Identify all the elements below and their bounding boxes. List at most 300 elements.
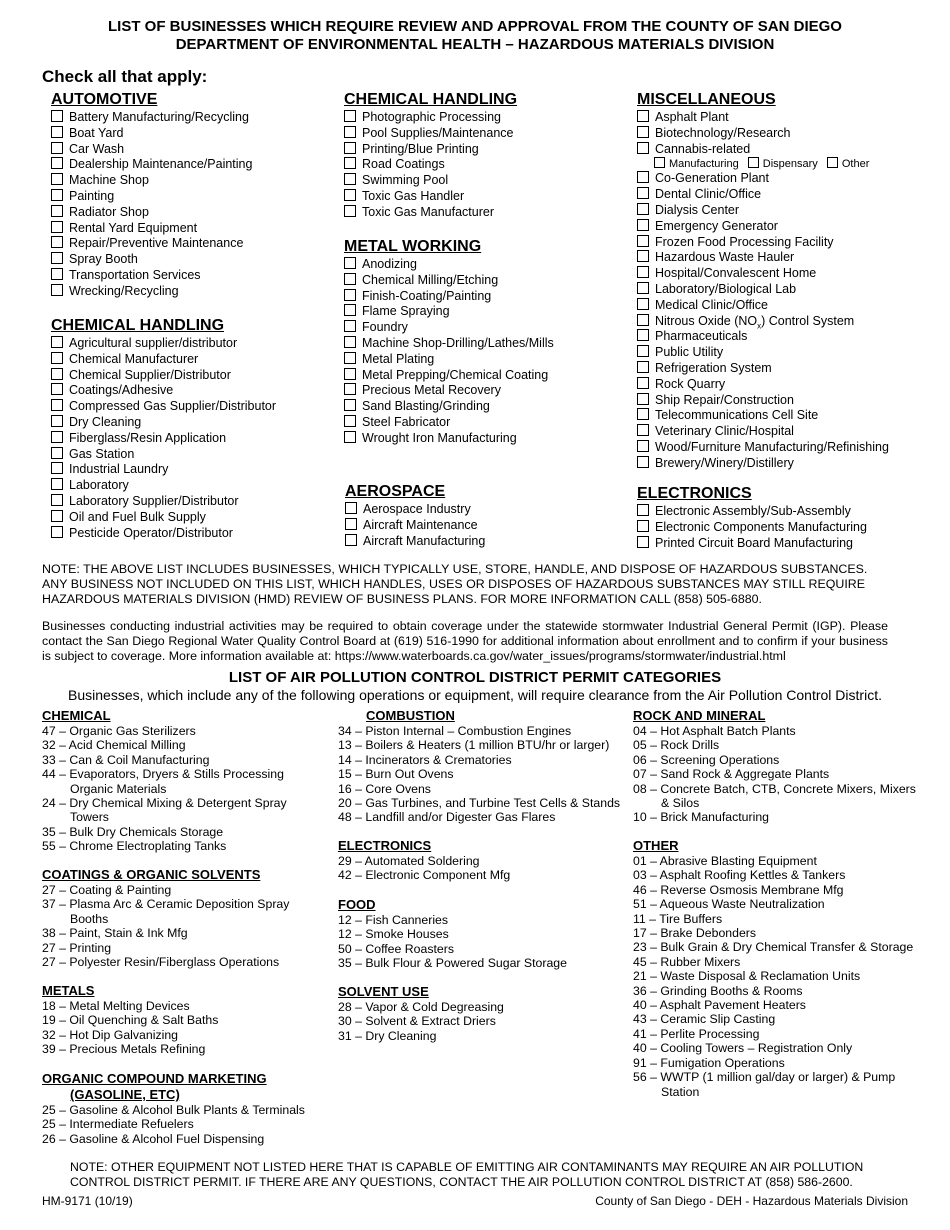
item-label: Toxic Gas Manufacturer xyxy=(362,204,494,219)
checkbox[interactable] xyxy=(344,273,356,285)
checkbox-item[interactable] xyxy=(51,173,252,189)
apc-rock-heading: ROCK AND MINERAL xyxy=(633,708,766,723)
permit-category: 38 – Paint, Stain & Ink Mfg xyxy=(42,926,188,941)
checkbox[interactable] xyxy=(637,440,649,452)
checkbox[interactable] xyxy=(637,203,649,215)
permit-category: 25 – Intermediate Refuelers xyxy=(42,1117,194,1132)
apc-food-heading: FOOD xyxy=(338,897,376,912)
apc-organic-heading: ORGANIC COMPOUND MARKETING xyxy=(42,1071,267,1086)
permit-category: 12 – Smoke Houses xyxy=(338,927,449,942)
miscellaneous-list-a xyxy=(637,110,889,157)
apc-coatings-section xyxy=(42,867,317,969)
checkbox-item[interactable] xyxy=(637,393,889,409)
miscellaneous-list-b xyxy=(637,171,889,313)
item-label: Co-Generation Plant xyxy=(655,171,769,186)
permit-category: 41 – Perlite Processing xyxy=(633,1026,760,1041)
checkbox[interactable] xyxy=(637,393,649,405)
item-label: Chemical Manufacturer xyxy=(69,351,199,366)
permit-category: 27 – Printing xyxy=(42,940,112,955)
checkbox[interactable] xyxy=(344,336,356,348)
checkbox-item[interactable] xyxy=(345,534,485,550)
permit-category: 44 – Evaporators, Dryers & Stills Processing Organic Materials xyxy=(42,767,284,796)
item-label: Radiator Shop xyxy=(69,204,149,219)
checkbox-item[interactable] xyxy=(344,415,554,431)
apc-combustion-list xyxy=(338,724,630,825)
checkbox[interactable] xyxy=(51,478,63,490)
permit-category: 08 – Concrete Batch, CTB, Concrete Mixers, Mixers & Silos xyxy=(633,781,916,811)
permit-category: 36 – Grinding Booths & Rooms xyxy=(633,983,803,998)
permit-category: 31 – Dry Cleaning xyxy=(338,1028,437,1043)
apc-organic-heading-2: (GASOLINE, ETC) xyxy=(70,1087,180,1102)
permit-category: 21 – Waste Disposal & Reclamation Units xyxy=(633,969,861,984)
permit-category: 07 – Sand Rock & Aggregate Plants xyxy=(633,767,830,782)
item-label: Emergency Generator xyxy=(655,218,778,233)
permit-category: 06 – Screening Operations xyxy=(633,752,780,767)
aerospace-section xyxy=(345,482,485,549)
checkbox-item[interactable] xyxy=(344,304,554,320)
item-label: Medical Clinic/Office xyxy=(655,297,769,312)
item-label: Finish-Coating/Painting xyxy=(362,288,492,303)
checkbox[interactable] xyxy=(51,268,63,280)
apc-other-list xyxy=(633,854,923,1099)
checkbox[interactable] xyxy=(748,157,759,168)
checkbox[interactable] xyxy=(637,266,649,278)
checkbox[interactable] xyxy=(344,257,356,269)
permit-category: 27 – Coating & Painting xyxy=(42,883,172,897)
checkbox-item[interactable] xyxy=(637,235,889,251)
checkbox-item[interactable] xyxy=(637,361,889,377)
checkbox-item[interactable] xyxy=(344,399,554,415)
checkbox[interactable] xyxy=(344,142,356,154)
checkbox-item[interactable] xyxy=(344,289,554,305)
checkbox-item[interactable] xyxy=(51,157,252,173)
permit-category: 43 – Ceramic Slip Casting xyxy=(633,1012,776,1027)
checkbox-item[interactable] xyxy=(637,126,889,142)
item-label: Cannabis-related xyxy=(655,141,751,156)
checkbox[interactable] xyxy=(344,157,356,169)
checkbox[interactable] xyxy=(637,126,649,138)
checkbox-item[interactable] xyxy=(637,440,889,456)
permit-category: 17 – Brake Debonders xyxy=(633,926,757,941)
checkbox-item[interactable] xyxy=(637,266,889,282)
checkbox[interactable] xyxy=(637,110,649,122)
checkbox-item[interactable] xyxy=(51,336,276,352)
checkbox[interactable] xyxy=(637,329,649,341)
checkbox[interactable] xyxy=(51,431,63,443)
apc-chemical-section xyxy=(42,708,317,854)
checkbox-item[interactable] xyxy=(637,456,889,472)
checkbox-item[interactable] xyxy=(51,284,252,300)
permit-category: 24 – Dry Chemical Mixing & Detergent Spray Towers xyxy=(42,796,287,825)
cannabis-suboptions xyxy=(637,157,889,171)
item-label: Metal Prepping/Chemical Coating xyxy=(362,367,549,382)
apc-coatings-heading: COATINGS & ORGANIC SOLVENTS xyxy=(42,867,261,882)
checkbox[interactable] xyxy=(344,173,356,185)
item-label: Repair/Preventive Maintenance xyxy=(69,236,244,251)
checkbox-item[interactable] xyxy=(344,142,517,158)
item-label: Anodizing xyxy=(362,257,417,271)
checkbox[interactable] xyxy=(827,157,838,168)
permit-category: 39 – Precious Metals Refining xyxy=(42,1042,206,1057)
checkbox-item[interactable] xyxy=(637,536,867,552)
item-label: Sand Blasting/Grinding xyxy=(362,399,490,414)
permit-category: 13 – Boilers & Heaters (1 million BTU/hr or larger) xyxy=(338,738,610,753)
checkbox-item[interactable] xyxy=(51,126,252,142)
checkbox-item[interactable] xyxy=(51,478,276,494)
checkbox[interactable] xyxy=(51,526,63,538)
checkbox-item[interactable] xyxy=(51,352,276,368)
checkbox[interactable] xyxy=(51,415,63,427)
checkbox[interactable] xyxy=(51,126,63,138)
permit-category: 23 – Bulk Grain & Dry Chemical Transfer & Storage xyxy=(633,940,914,955)
checkbox-item[interactable] xyxy=(344,157,517,173)
checkbox-item[interactable] xyxy=(637,282,889,298)
checkbox-item[interactable] xyxy=(637,171,889,187)
checkbox[interactable] xyxy=(51,352,63,364)
checkbox[interactable] xyxy=(654,157,665,168)
apc-solvent-list xyxy=(338,1000,628,1043)
checkbox-item[interactable] xyxy=(51,510,276,526)
item-label: Wrought Iron Manufacturing xyxy=(362,430,517,445)
item-label: Printed Circuit Board Manufacturing xyxy=(655,535,854,550)
checkbox-item[interactable] xyxy=(637,203,889,219)
checkbox[interactable] xyxy=(51,368,63,380)
checkbox-item[interactable] xyxy=(51,415,276,431)
cannabis-option-other[interactable]: Other xyxy=(827,158,870,170)
checkbox[interactable] xyxy=(51,157,63,169)
checkbox-item[interactable] xyxy=(637,219,889,235)
permit-category: 04 – Hot Asphalt Batch Plants xyxy=(633,724,796,738)
permit-category: 34 – Piston Internal – Combustion Engines xyxy=(338,724,572,738)
apc-electronics-list xyxy=(338,854,628,883)
checkbox-item[interactable] xyxy=(344,273,554,289)
checkbox-item[interactable] xyxy=(344,320,554,336)
apc-rock-section xyxy=(633,708,923,825)
item-label: Spray Booth xyxy=(69,252,138,267)
checkbox-item[interactable] xyxy=(51,189,252,205)
checkbox-item[interactable] xyxy=(344,368,554,384)
checkbox-item[interactable] xyxy=(51,368,276,384)
checkbox[interactable] xyxy=(344,126,356,138)
checkbox-item[interactable] xyxy=(51,110,252,126)
item-label: Car Wash xyxy=(69,141,125,156)
apcd-note: NOTE: OTHER EQUIPMENT NOT LISTED HERE THAT IS CAPABLE OF EMITTING AIR CONTAMINANTS MAY REQUIRE AN AIR POLLUTION CONTROL DISTRICT PERMIT. IF THERE ARE ANY QUESTIONS, CONTACT THE AIR POLLUTION CONTROL DISTRICT AT (858) 586-2600. xyxy=(70,1160,864,1189)
checkbox-item[interactable] xyxy=(51,236,252,252)
permit-category: 50 – Coffee Roasters xyxy=(338,941,454,956)
permit-category: 03 – Asphalt Roofing Kettles & Tankers xyxy=(633,868,846,883)
checkbox[interactable] xyxy=(51,462,63,474)
item-label: Chemical Milling/Etching xyxy=(362,272,499,287)
checkbox[interactable] xyxy=(637,424,649,436)
checkbox-item[interactable] xyxy=(51,462,276,478)
electronics-heading: ELECTRONICS xyxy=(637,485,752,502)
checkbox[interactable] xyxy=(51,252,63,264)
item-label: Painting xyxy=(69,188,115,203)
checkbox-item[interactable] xyxy=(345,518,485,534)
item-label: Fiberglass/Resin Application xyxy=(69,430,227,445)
checkbox[interactable] xyxy=(345,534,357,546)
checkbox[interactable] xyxy=(51,173,63,185)
checkbox-item[interactable] xyxy=(344,126,517,142)
checkbox[interactable] xyxy=(51,336,63,348)
permit-category: 29 – Automated Soldering xyxy=(338,854,480,868)
item-label: Dealership Maintenance/Painting xyxy=(69,157,253,172)
item-label: Dialysis Center xyxy=(655,202,740,217)
permit-category: 01 – Abrasive Blasting Equipment xyxy=(633,854,817,868)
checkbox[interactable] xyxy=(637,298,649,310)
permit-category: 55 – Chrome Electroplating Tanks xyxy=(42,839,227,854)
item-label: Battery Manufacturing/Recycling xyxy=(69,110,249,124)
checkbox[interactable] xyxy=(637,456,649,468)
item-label: Transportation Services xyxy=(69,267,201,282)
item-label: Aircraft Manufacturing xyxy=(363,533,486,548)
item-label: Precious Metal Recovery xyxy=(362,383,501,398)
checkbox[interactable] xyxy=(637,504,649,516)
apc-metals-section xyxy=(42,983,317,1057)
permit-category: 28 – Vapor & Cold Degreasing xyxy=(338,1000,504,1014)
apc-combustion-heading: COMBUSTION xyxy=(366,708,455,723)
checkbox[interactable] xyxy=(344,320,356,332)
checkbox-item[interactable] xyxy=(51,142,252,158)
permit-category: 25 – Gasoline & Alcohol Bulk Plants & Terminals xyxy=(42,1103,305,1117)
chemical-handling-heading-2: CHEMICAL HANDLING xyxy=(344,91,518,108)
automotive-heading: AUTOMOTIVE xyxy=(51,91,158,108)
checkbox[interactable] xyxy=(344,399,356,411)
apc-solvent-section xyxy=(338,984,628,1043)
checkbox-item[interactable] xyxy=(51,383,276,399)
permit-category: 46 – Reverse Osmosis Membrane Mfg xyxy=(633,882,844,897)
checkbox-item[interactable] xyxy=(344,257,554,273)
checkbox-item[interactable] xyxy=(344,189,517,205)
checkbox-item[interactable] xyxy=(51,252,252,268)
permit-category: 42 – Electronic Component Mfg xyxy=(338,868,511,883)
checkbox-item[interactable] xyxy=(637,345,889,361)
checkbox[interactable] xyxy=(344,431,356,443)
item-label: Aircraft Maintenance xyxy=(363,517,478,532)
chemical-handling-heading-1: CHEMICAL HANDLING xyxy=(51,317,225,334)
checkbox[interactable] xyxy=(637,250,649,262)
apc-organic-section xyxy=(42,1071,332,1146)
checkbox[interactable] xyxy=(51,236,63,248)
checkbox[interactable] xyxy=(637,345,649,357)
item-label: Pesticide Operator/Distributor xyxy=(69,525,233,540)
permit-category: 40 – Asphalt Pavement Heaters xyxy=(633,998,806,1013)
item-label: Steel Fabricator xyxy=(362,414,451,429)
checkbox-item[interactable] xyxy=(51,399,276,415)
item-label: Boat Yard xyxy=(69,125,124,140)
item-label: Rock Quarry xyxy=(655,376,726,391)
permit-category: 27 – Polyester Resin/Fiberglass Operations xyxy=(42,955,280,970)
checkbox-item[interactable] xyxy=(637,377,889,393)
form-number: HM-9171 (10/19) xyxy=(42,1194,133,1208)
checkbox-item[interactable] xyxy=(344,205,517,221)
permit-category: 15 – Burn Out Ovens xyxy=(338,767,454,782)
apc-other-section xyxy=(633,838,923,1099)
checkbox-item[interactable] xyxy=(344,173,517,189)
checkbox-item[interactable] xyxy=(637,142,889,158)
checkbox-item[interactable] xyxy=(51,431,276,447)
permit-category: 20 – Gas Turbines, and Turbine Test Cells & Stands xyxy=(338,796,621,811)
checkbox[interactable] xyxy=(637,142,649,154)
checkbox-item[interactable] xyxy=(51,526,276,542)
checkbox[interactable] xyxy=(51,383,63,395)
apc-subtitle: Businesses, which include any of the following operations or equipment, will require clearance from the Air Pollution Control District. xyxy=(68,687,882,703)
checkbox[interactable] xyxy=(637,314,649,326)
permit-category: 56 – WWTP (1 million gal/day or larger) & Pump Station xyxy=(633,1070,896,1099)
permit-category: 91 – Fumigation Operations xyxy=(633,1055,785,1070)
miscellaneous-section xyxy=(637,90,889,472)
apc-solvent-heading: SOLVENT USE xyxy=(338,984,429,999)
item-label: Dental Clinic/Office xyxy=(655,187,762,202)
checkbox[interactable] xyxy=(637,219,649,231)
checkbox[interactable] xyxy=(345,502,357,514)
checkbox-item[interactable] xyxy=(51,494,276,510)
checkbox[interactable] xyxy=(51,494,63,506)
checkbox[interactable] xyxy=(637,536,649,548)
checkbox[interactable] xyxy=(344,352,356,364)
item-label: Swimming Pool xyxy=(362,173,449,188)
checkbox[interactable] xyxy=(637,171,649,183)
permit-category: 40 – Cooling Towers – Registration Only xyxy=(633,1041,853,1056)
permit-category: 45 – Rubber Mixers xyxy=(633,954,741,969)
chemical-handling-list-1 xyxy=(51,336,276,541)
item-label: Brewery/Winery/Distillery xyxy=(655,455,794,470)
permit-category: 19 – Oil Quenching & Salt Baths xyxy=(42,1013,219,1028)
checkbox-item[interactable] xyxy=(51,221,252,237)
item-label: Public Utility xyxy=(655,345,724,360)
checkbox[interactable] xyxy=(637,377,649,389)
apc-other-heading: OTHER xyxy=(633,838,679,853)
checkbox[interactable] xyxy=(637,408,649,420)
checkbox-item[interactable] xyxy=(637,329,889,345)
permit-category: 32 – Hot Dip Galvanizing xyxy=(42,1027,179,1042)
apc-combustion-section xyxy=(338,708,630,825)
permit-category: 51 – Aqueous Waste Neutralization xyxy=(633,897,825,912)
checkbox[interactable] xyxy=(51,221,63,233)
checkbox-item[interactable] xyxy=(344,352,554,368)
checkbox[interactable] xyxy=(344,415,356,427)
permit-category: 30 – Solvent & Extract Driers xyxy=(338,1014,496,1029)
checkbox-item[interactable] xyxy=(637,298,889,314)
metal-working-heading: METAL WORKING xyxy=(344,238,482,255)
checkbox-item[interactable] xyxy=(637,110,889,126)
cannabis-option-dispensary[interactable]: Dispensary xyxy=(748,158,818,170)
item-label: Telecommunications Cell Site xyxy=(655,408,819,423)
item-label: Pool Supplies/Maintenance xyxy=(362,125,514,140)
item-label: Machine Shop-Drilling/Lathes/Mills xyxy=(362,335,554,350)
checkbox[interactable] xyxy=(344,304,356,316)
item-label: Hospital/Convalescent Home xyxy=(655,266,817,281)
checkbox-item[interactable] xyxy=(637,520,867,536)
checkbox-item[interactable] xyxy=(637,187,889,203)
item-label: Asphalt Plant xyxy=(655,110,729,124)
checkbox[interactable] xyxy=(51,399,63,411)
item-label: Rental Yard Equipment xyxy=(69,220,198,235)
checkbox-item[interactable] xyxy=(344,336,554,352)
checkbox[interactable] xyxy=(344,189,356,201)
permit-category: 10 – Brick Manufacturing xyxy=(633,810,770,825)
permit-category: 11 – Tire Buffers xyxy=(633,911,723,926)
item-label: Chemical Supplier/Distributor xyxy=(69,367,231,382)
checkbox-item[interactable] xyxy=(637,504,867,520)
item-label: Nitrous Oxide $(NO_x)$ Control System xyxy=(655,313,855,331)
checkbox[interactable] xyxy=(344,205,356,217)
apc-metals-heading: METALS xyxy=(42,983,95,998)
permit-category: 18 – Metal Melting Devices xyxy=(42,999,190,1013)
checkbox[interactable] xyxy=(637,361,649,373)
checkbox-item[interactable] xyxy=(344,383,554,399)
checkbox[interactable] xyxy=(51,447,63,459)
checkbox-item[interactable] xyxy=(51,447,276,463)
agency-footer: County of San Diego - DEH - Hazardous Materials Division xyxy=(595,1194,908,1208)
item-label: Toxic Gas Handler xyxy=(362,188,465,203)
apc-organic-list xyxy=(42,1103,332,1146)
metal-working-list xyxy=(344,257,554,447)
permit-category: 12 – Fish Canneries xyxy=(338,913,449,927)
item-label: Flame Spraying xyxy=(362,304,450,319)
checkbox-item[interactable] xyxy=(637,250,889,266)
checkbox[interactable] xyxy=(344,368,356,380)
checkbox[interactable] xyxy=(51,284,63,296)
item-label: Coatings/Adhesive xyxy=(69,383,174,398)
checkbox-item[interactable] xyxy=(344,110,517,126)
checkbox[interactable] xyxy=(345,518,357,530)
checkbox[interactable] xyxy=(51,189,63,201)
permit-category: 26 – Gasoline & Alcohol Fuel Dispensing xyxy=(42,1131,265,1146)
item-label: Machine Shop xyxy=(69,173,149,188)
item-label: Refrigeration System xyxy=(655,360,772,375)
checkbox[interactable] xyxy=(637,520,649,532)
chemical-handling-section-2 xyxy=(344,90,517,221)
electronics-list xyxy=(637,504,867,551)
page-title xyxy=(0,18,950,54)
item-label: Electronic Assembly/Sub-Assembly xyxy=(655,504,851,518)
item-label: Road Coatings xyxy=(362,157,445,172)
miscellaneous-list-nox xyxy=(637,314,889,330)
apc-electronics-heading: ELECTRONICS xyxy=(338,838,432,853)
checkbox-item[interactable] xyxy=(637,314,889,330)
checkbox-item[interactable] xyxy=(51,205,252,221)
checkbox[interactable] xyxy=(637,187,649,199)
checkbox-item[interactable] xyxy=(637,424,889,440)
checkbox[interactable] xyxy=(637,235,649,247)
checkbox-item[interactable] xyxy=(344,431,554,447)
checkbox[interactable] xyxy=(51,205,63,217)
checkbox[interactable] xyxy=(344,383,356,395)
permit-category: 05 – Rock Drills xyxy=(633,738,720,753)
checkbox[interactable] xyxy=(51,510,63,522)
item-label: Biotechnology/Research xyxy=(655,125,791,140)
checkbox[interactable] xyxy=(344,289,356,301)
cannabis-option-manufacturing[interactable]: Manufacturing xyxy=(654,158,739,170)
automotive-section xyxy=(51,90,252,300)
item-label: Dry Cleaning xyxy=(69,414,142,429)
checkbox-item[interactable] xyxy=(345,502,485,518)
metal-working-section xyxy=(344,237,554,447)
item-label: Wood/Furniture Manufacturing/Refinishing xyxy=(655,439,889,454)
permit-category: 37 – Plasma Arc & Ceramic Deposition Spray Booths xyxy=(42,897,290,926)
item-label: Laboratory xyxy=(69,478,129,493)
item-label: Oil and Fuel Bulk Supply xyxy=(69,509,206,524)
apc-electronics-section xyxy=(338,838,628,883)
checkbox[interactable] xyxy=(51,142,63,154)
checkbox-item[interactable] xyxy=(51,268,252,284)
item-label: Pharmaceuticals xyxy=(655,329,748,344)
checkbox[interactable] xyxy=(637,282,649,294)
checkbox[interactable] xyxy=(51,110,63,122)
checkbox[interactable] xyxy=(344,110,356,122)
checkbox-item[interactable] xyxy=(637,408,889,424)
